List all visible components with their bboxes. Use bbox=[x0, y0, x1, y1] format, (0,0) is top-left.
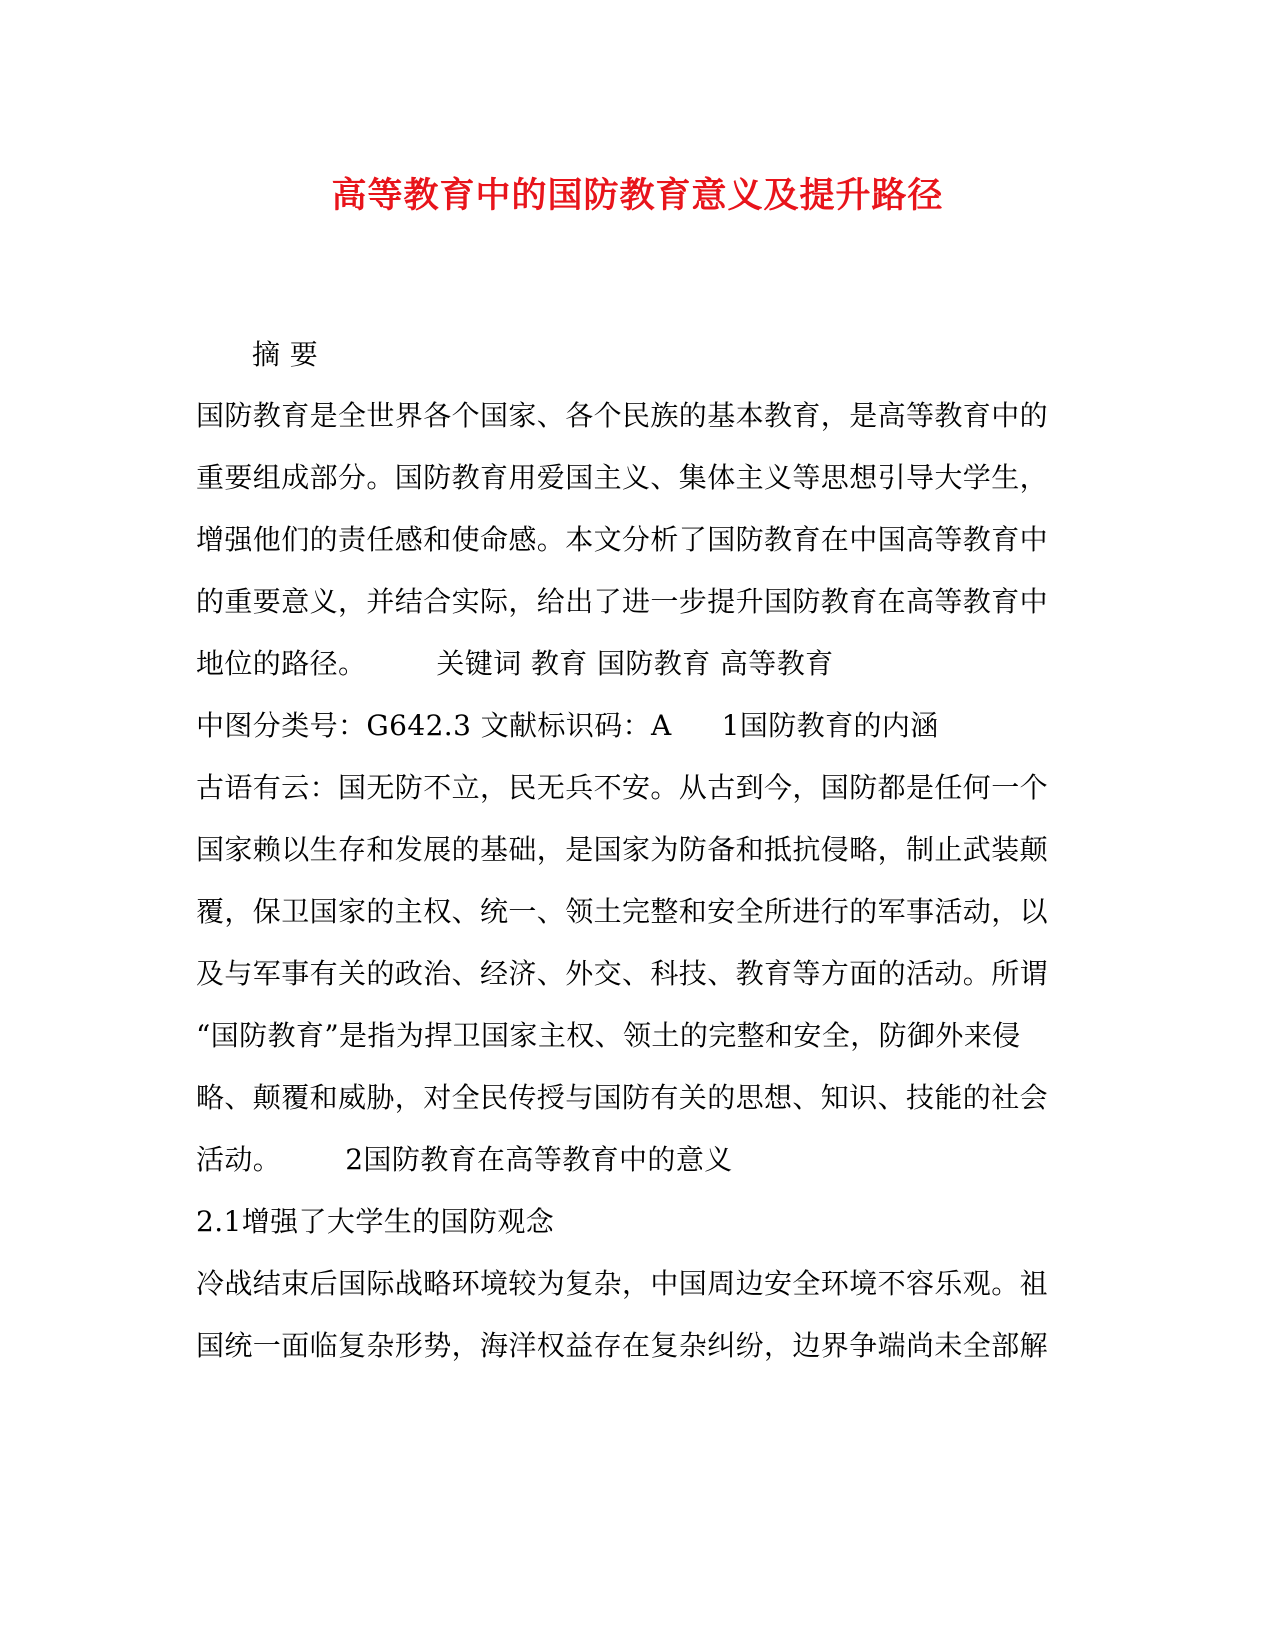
body-line: 古语有云：国无防不立，民无兵不安。从古到今，国防都是任何一个 bbox=[196, 771, 1049, 804]
body-text: 地位的路径。 bbox=[196, 647, 367, 680]
body-line: 覆，保卫国家的主权、统一、领土完整和安全所进行的军事活动，以 bbox=[196, 895, 1049, 928]
body-line: 的重要意义，并结合实际，给出了进一步提升国防教育在高等教育中 bbox=[196, 585, 1049, 618]
document-title: 高等教育中的国防教育意义及提升路径 bbox=[331, 175, 944, 216]
subsection-heading: 2.1增强了大学生的国防观念 bbox=[196, 1205, 555, 1238]
body-line: 增强他们的责任感和使命感。本文分析了国防教育在中国高等教育中 bbox=[196, 523, 1049, 556]
body-line: “国防教育”是指为捍卫国家主权、领土的完整和安全，防御外来侵 bbox=[196, 1019, 1021, 1052]
body-line: 及与军事有关的政治、经济、外交、科技、教育等方面的活动。所谓 bbox=[196, 957, 1049, 990]
body-line: 国防教育是全世界各个国家、各个民族的基本教育，是高等教育中的 bbox=[196, 399, 1049, 432]
body-line: 国家赖以生存和发展的基础，是国家为防备和抵抗侵略，制止武装颠 bbox=[196, 833, 1049, 866]
classification-line bbox=[196, 706, 939, 746]
classification-text: 中图分类号：G642.3 文献标识码：A bbox=[196, 709, 672, 742]
body-line-with-keywords bbox=[196, 644, 834, 684]
body-line: 重要组成部分。国防教育用爱国主义、集体主义等思想引导大学生， bbox=[196, 461, 1049, 494]
body-line: 冷战结束后国际战略环境较为复杂，中国周边安全环境不容乐观。祖 bbox=[196, 1267, 1049, 1300]
abstract-label: 摘 要 bbox=[252, 338, 319, 371]
body-text: 活动。 bbox=[196, 1143, 282, 1176]
body-line: 国统一面临复杂形势，海洋权益存在复杂纠纷，边界争端尚未全部解 bbox=[196, 1329, 1049, 1362]
keywords: 关键词 教育 国防教育 高等教育 bbox=[436, 647, 834, 680]
body-line-with-heading bbox=[196, 1140, 733, 1180]
body-line: 略、颠覆和威胁，对全民传授与国防有关的思想、知识、技能的社会 bbox=[196, 1081, 1049, 1114]
section-heading: 2国防教育在高等教育中的意义 bbox=[345, 1143, 733, 1176]
section-heading: 1国防教育的内涵 bbox=[721, 709, 939, 742]
